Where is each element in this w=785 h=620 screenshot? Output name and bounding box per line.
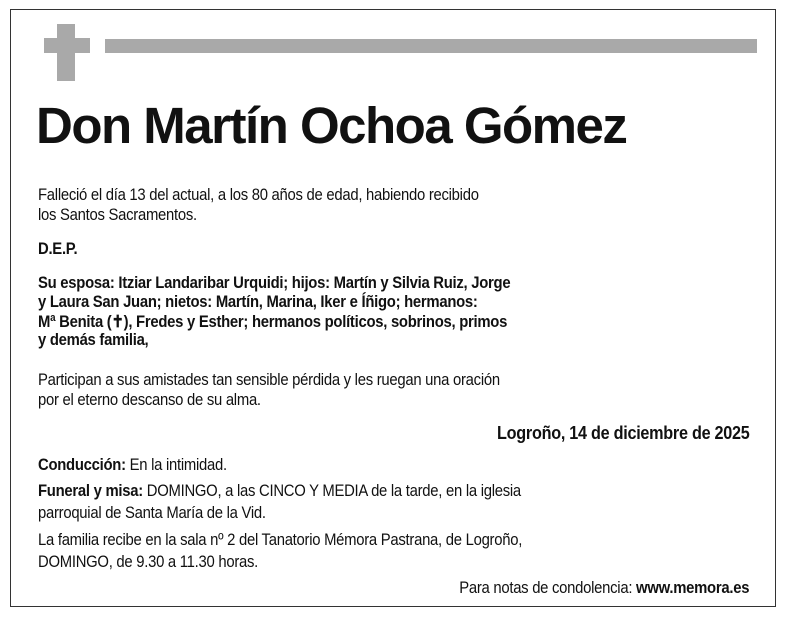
tanatorio-line: DOMINGO, de 9.30 a 11.30 horas.: [38, 553, 258, 571]
deceased-name: Don Martín Ochoa Gómez: [36, 97, 627, 154]
family-line: y Laura San Juan; nietos: Martín, Marina, Iker e Íñigo; hermanos:: [38, 293, 478, 311]
intro-line: los Santos Sacramentos.: [38, 206, 197, 224]
condolences-line: [459, 579, 749, 598]
intro-line: Falleció el día 13 del actual, a los 80 años de edad, habiendo recibido: [38, 186, 479, 204]
dep-label: D.E.P.: [38, 240, 78, 258]
conduccion-label: Conducción:: [38, 456, 126, 474]
condolences-label: Para notas de condolencia:: [459, 579, 636, 597]
conduccion-line: [38, 456, 227, 475]
funeral-line: [38, 482, 521, 501]
message-line: por el eterno descanso de su alma.: [38, 391, 261, 409]
funeral-line-2: parroquial de Santa María de la Vid.: [38, 504, 266, 522]
condolences-link[interactable]: www.memora.es: [635, 579, 749, 597]
funeral-text: DOMINGO, a las CINCO Y MEDIA de la tarde, en la iglesia: [142, 482, 521, 500]
cross-icon-arm: [44, 38, 90, 53]
family-line: y demás familia,: [38, 331, 149, 349]
header-bar: [105, 39, 757, 53]
tanatorio-line: La familia recibe en la sala nº 2 del Tanatorio Mémora Pastrana, de Logroño,: [38, 531, 523, 549]
place-date: Logroño, 14 de diciembre de 2025: [496, 423, 749, 443]
family-line: Su esposa: Itziar Landaribar Urquidi; hijos: Martín y Silvia Ruiz, Jorge: [38, 274, 511, 292]
conduccion-text: En la intimidad.: [125, 456, 227, 474]
message-line: Participan a sus amistades tan sensible pérdida y les ruegan una oración: [38, 371, 500, 389]
funeral-label: Funeral y misa:: [38, 482, 143, 500]
family-line: Mª Benita (✝), Fredes y Esther; hermanos políticos, sobrinos, primos: [38, 313, 508, 331]
